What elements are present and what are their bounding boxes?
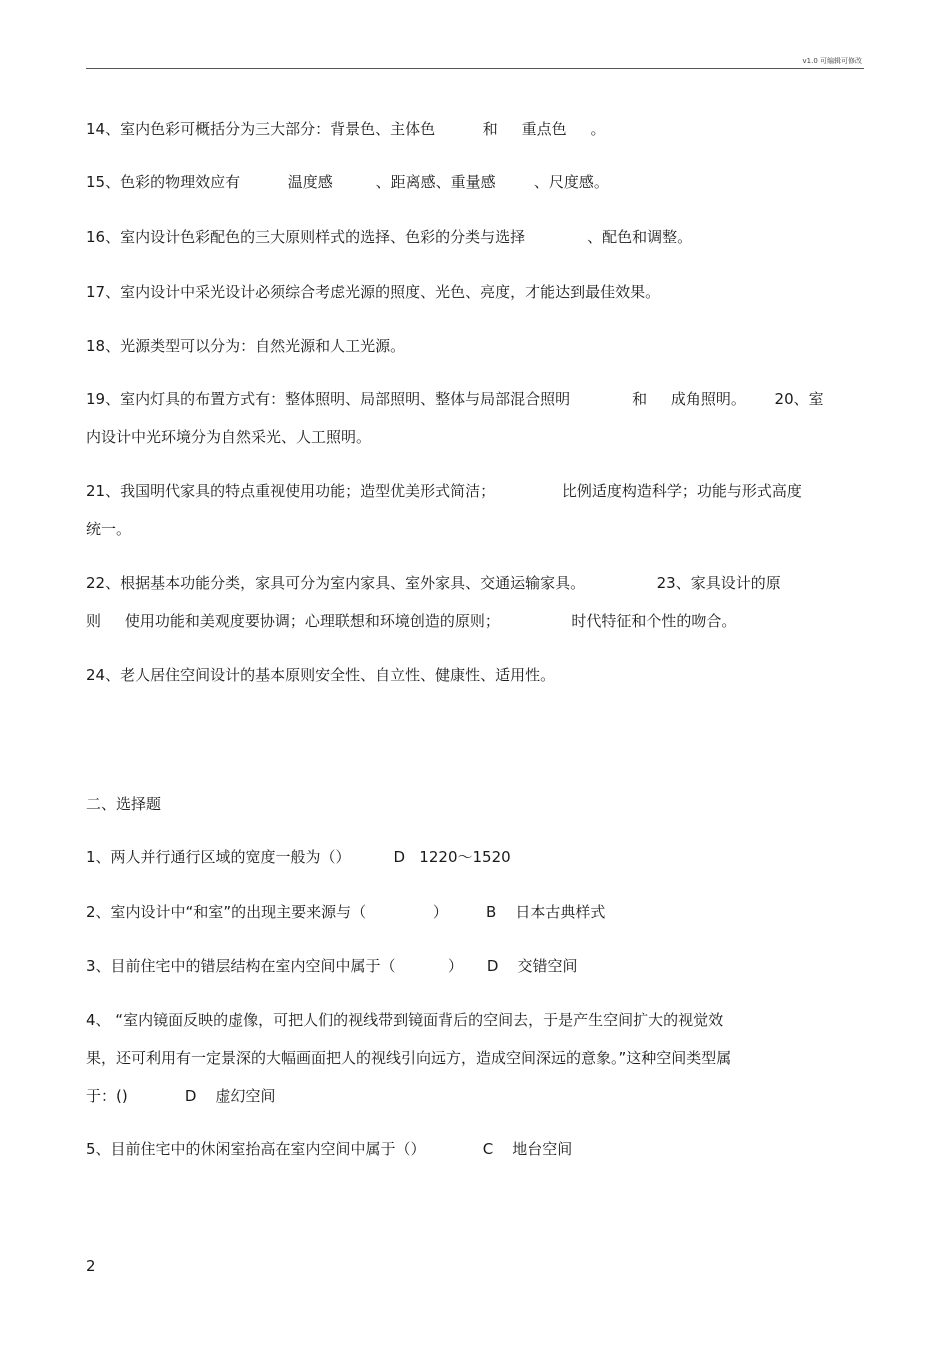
section-heading-choice: 二、选择题 (86, 795, 162, 813)
choice-item-4-line-1: 4、 “室内镜面反映的虚像，可把人们的视线带到镜面背后的空间去，于是产生空间扩大的视觉效 (86, 1011, 724, 1029)
fill-in-item-20-line-2: 内设计中光环境分为自然采光、人工照明。 (86, 428, 372, 446)
choice-item-3: 3、目前住宅中的错层结构在室内空间中属于（ ） D 交错空间 (86, 957, 578, 975)
fill-in-item-17: 17、室内设计中采光设计必须综合考虑光源的照度、光色、亮度，才能达到最佳效果。 (86, 283, 661, 301)
fill-in-item-24: 24、老人居住空间设计的基本原则安全性、自立性、健康性、适用性。 (86, 666, 556, 684)
page-number: 2 (86, 1257, 96, 1275)
choice-item-5: 5、目前住宅中的休闲室抬高在室内空间中属于（） C 地台空间 (86, 1140, 573, 1158)
choice-item-1: 1、两人并行通行区域的宽度一般为（） D 1220～1520 (86, 848, 511, 866)
fill-in-item-14: 14、室内色彩可概括分为三大部分：背景色、主体色 和 重点色 。 (86, 120, 606, 138)
fill-in-item-15: 15、色彩的物理效应有 温度感 、距离感、重量感 、尺度感。 (86, 173, 609, 191)
choice-item-2: 2、室内设计中“和室”的出现主要来源与（ ） B 日本古典样式 (86, 903, 606, 921)
fill-in-item-18: 18、光源类型可以分为：自然光源和人工光源。 (86, 337, 406, 355)
fill-in-item-19-line-1: 19、室内灯具的布置方式有：整体照明、局部照明、整体与局部混合照明 和 成角照明。 20、室 (86, 390, 824, 408)
fill-in-item-23-line-2: 则 使用功能和美观度要协调；心理联想和环境创造的原则； 时代特征和个性的吻合。 (86, 612, 737, 630)
fill-in-item-16: 16、室内设计色彩配色的三大原则样式的选择、色彩的分类与选择 、配色和调整。 (86, 228, 693, 246)
fill-in-item-21-line-2: 统一。 (86, 520, 132, 538)
choice-item-4-line-3: 于：() D 虚幻空间 (86, 1087, 276, 1105)
fill-in-item-22-line-1: 22、根据基本功能分类，家具可分为室内家具、室外家具、交通运输家具。 23、家具设计的原 (86, 574, 781, 592)
version-tag: v1.0 可编辑可修改 (802, 57, 862, 65)
header-divider (86, 68, 864, 69)
choice-item-4-line-2: 果，还可利用有一定景深的大幅画面把人的视线引向远方，造成空间深远的意象。”这种空间类型属 (86, 1049, 732, 1067)
fill-in-item-21-line-1: 21、我国明代家具的特点重视使用功能；造型优美形式简洁； 比例适度构造科学；功能与形式高度 (86, 482, 802, 500)
